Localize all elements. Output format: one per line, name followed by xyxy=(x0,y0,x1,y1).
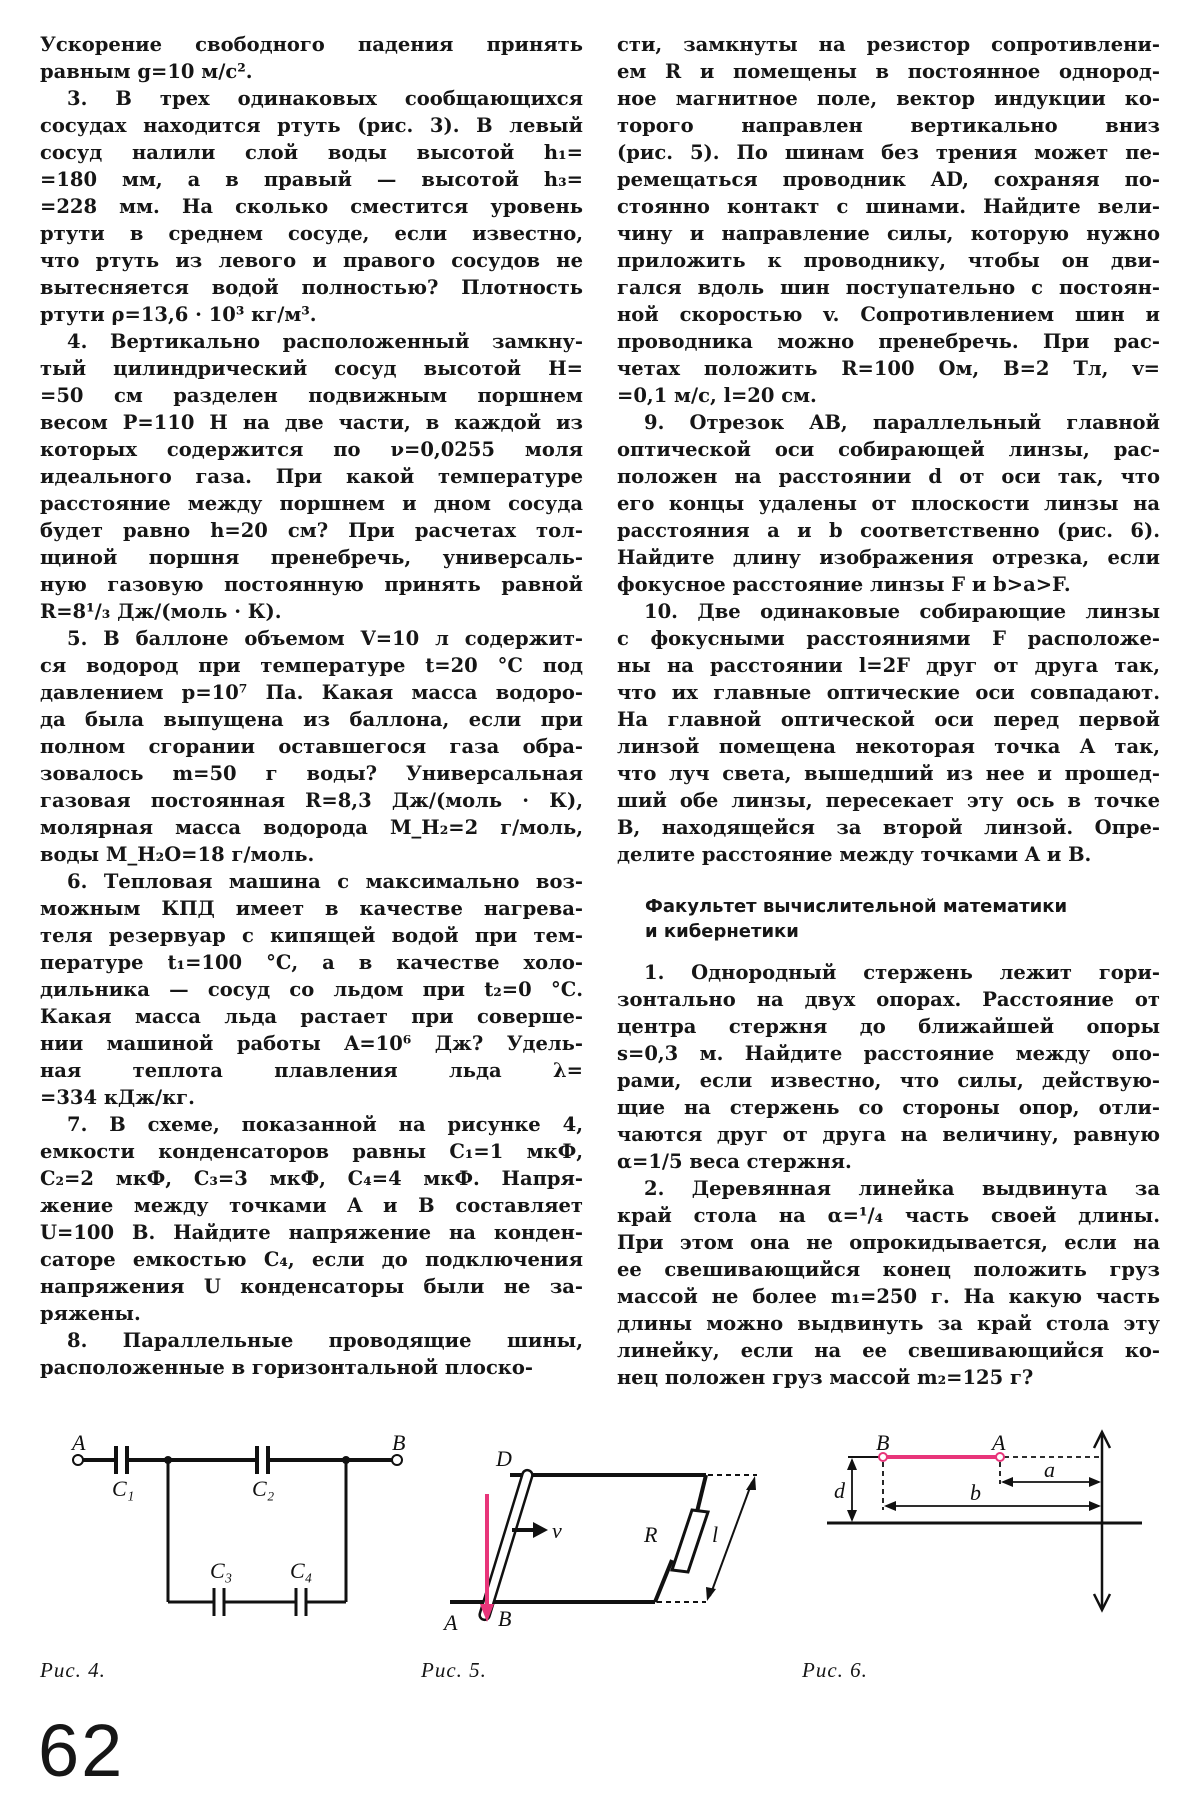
text-line: газовая постоянная R=8,3 Дж/(моль · К), xyxy=(40,789,583,812)
label-r: R xyxy=(644,1522,658,1547)
text-line: фокусное расстояние линзы F и b>a>F. xyxy=(617,573,1071,596)
text-line: рами, если известно, что силы, действую- xyxy=(617,1069,1160,1092)
text-line: четах положить R=100 Ом, B=2 Тл, v= xyxy=(617,357,1160,380)
right-column-top xyxy=(617,31,1160,868)
paragraph xyxy=(617,1175,1160,1391)
text-line: стоянно контакт с шинами. Найдите вели- xyxy=(617,195,1160,218)
text-line: 2. Деревянная линейка выдвинута за xyxy=(644,1177,1160,1200)
text-line: 6. Тепловая машина с максимально воз- xyxy=(67,870,583,893)
figure-5-caption: Рис. 5. xyxy=(421,1658,487,1682)
text-line: зонтально на двух опорах. Расстояние от xyxy=(617,988,1160,1011)
text-line: 5. В баллоне объемом V=10 л содержит- xyxy=(67,627,583,650)
label-b-distance: b xyxy=(970,1480,981,1505)
text-line: нец положен груз массой m₂=125 г? xyxy=(617,1366,1034,1389)
terminal-b xyxy=(392,1455,402,1465)
text-line: ное магнитное поле, вектор индукции ко- xyxy=(617,87,1160,110)
text-line: =0,1 м/с, l=20 см. xyxy=(617,384,817,407)
text-line: будет равно h=20 см? При расчетах тол- xyxy=(40,519,583,542)
paragraph xyxy=(40,1327,583,1381)
paragraph xyxy=(617,409,1160,598)
text-line: При этом она не опрокидывается, если на xyxy=(617,1231,1160,1254)
label-l: l xyxy=(712,1522,719,1547)
text-line: 7. В схеме, показанной на рисунке 4, xyxy=(67,1113,583,1136)
text-line: оптической оси собирающей линзы, рас- xyxy=(617,438,1160,461)
text-line: R=8¹/₃ Дж/(моль · К). xyxy=(40,600,282,623)
text-line: щие на стержень со стороны опор, отли- xyxy=(617,1096,1160,1119)
text-line: s=0,3 м. Найдите расстояние между опо- xyxy=(617,1042,1160,1065)
figure-4-caption: Рис. 4. xyxy=(40,1658,106,1682)
text-line: которых содержится по ν=0,0255 моля xyxy=(40,438,583,461)
text-line: приложить к проводнику, чтобы он дви- xyxy=(617,249,1160,272)
right-column-bottom xyxy=(617,959,1160,1391)
text-line: да была выпущена из баллона, если при xyxy=(40,708,583,731)
paragraph xyxy=(40,868,583,1111)
text-line: ны на расстоянии l=2F друг от друга так, xyxy=(617,654,1160,677)
label-a: A xyxy=(72,1430,86,1455)
text-line: 9. Отрезок AB, параллельный главной xyxy=(644,411,1160,434)
text-line: что их главные оптические оси совпадают. xyxy=(617,681,1160,704)
text-line: проводника можно пренебречь. При рас- xyxy=(617,330,1160,353)
text-line: давлением p=10⁷ Па. Какая масса водоро- xyxy=(40,681,583,704)
terminal-a xyxy=(73,1455,83,1465)
text-line: молярная масса водорода M_H₂=2 г/моль, xyxy=(40,816,583,839)
text-line: ряжены. xyxy=(40,1302,141,1325)
text-line: ной скоростью v. Сопротивлением шин и xyxy=(617,303,1160,326)
text-line: α=1/5 веса стержня. xyxy=(617,1150,852,1173)
text-line: Ускорение свободного падения принять xyxy=(40,33,583,56)
label-d: d xyxy=(834,1478,845,1503)
text-line: 3. В трех одинаковых сообщающихся xyxy=(67,87,583,110)
label-b: B xyxy=(498,1606,512,1631)
text-line: расстояния a и b соответственно (рис. 6). xyxy=(617,519,1160,542)
label-c4: C₄ xyxy=(290,1558,313,1583)
label-c3: C₃ xyxy=(210,1558,233,1583)
text-line: воды M_H₂O=18 г/моль. xyxy=(40,843,315,866)
label-b: B xyxy=(392,1430,406,1455)
text-line: емкости конденсаторов равны C₁=1 мкФ, xyxy=(40,1140,583,1163)
text-line: расположенные в горизонтальной плоско- xyxy=(40,1356,533,1379)
text-line: 8. Параллельные проводящие шины, xyxy=(67,1329,583,1352)
section-heading-line: и кибернетики xyxy=(645,921,799,942)
paragraph xyxy=(617,959,1160,1175)
resistor xyxy=(672,1510,708,1572)
text-line: можным КПД имеет в качестве нагрева- xyxy=(40,897,583,920)
text-line: что ртуть из левого и правого сосудов не xyxy=(40,249,583,272)
text-line: 10. Две одинаковые собирающие линзы xyxy=(644,600,1160,623)
label-a-distance: a xyxy=(1044,1457,1055,1482)
text-line: положен на расстоянии d от оси так, что xyxy=(617,465,1160,488)
left-column xyxy=(40,31,583,1381)
text-line: зовалось m=50 г воды? Универсальная xyxy=(40,762,583,785)
text-line: теля резервуар с кипящей водой при тем- xyxy=(40,924,583,947)
text-line: сосуд налили слой воды высотой h₁= xyxy=(40,141,583,164)
label-d: D xyxy=(496,1446,512,1471)
text-line: вытесняется водой полностью? Плотность xyxy=(40,276,583,299)
text-line: дильника — сосуд со льдом при t₂=0 °С. xyxy=(40,978,583,1001)
figure-6-lens xyxy=(800,1400,1160,1640)
text-line: расстояние между поршнем и дном сосуда xyxy=(40,492,583,515)
text-line: щиной поршня пренебречь, универсаль- xyxy=(40,546,583,569)
text-line: что луч света, вышедший из нее и прошед- xyxy=(617,762,1160,785)
figure-4-circuit xyxy=(0,1400,420,1640)
paragraph xyxy=(40,625,583,868)
text-line: торого направлен вертикально вниз xyxy=(617,114,1160,137)
text-line: ее свешивающийся конец положить груз xyxy=(617,1258,1160,1281)
text-line: гался вдоль шин поступательно с постоян- xyxy=(617,276,1160,299)
section-heading-line: Факультет вычислительной математики xyxy=(645,896,1068,917)
text-line: линейку, если на ее свешивающийся ко- xyxy=(617,1339,1160,1362)
text-line: жение между точками A и B составляет xyxy=(40,1194,583,1217)
label-c1: C₁ xyxy=(112,1476,135,1501)
text-line: линзой помещена некоторая точка A так, xyxy=(617,735,1160,758)
text-line: с фокусными расстояниями F расположе- xyxy=(617,627,1160,650)
paragraph xyxy=(617,31,1160,409)
text-line: тый цилиндрический сосуд высотой H= xyxy=(40,357,583,380)
text-line: На главной оптической оси перед первой xyxy=(617,708,1160,731)
text-line: чаются друг от друга на величину, равную xyxy=(617,1123,1160,1146)
paragraph xyxy=(40,31,583,85)
section-heading xyxy=(645,894,1165,944)
text-line: край стола на α=¹/₄ часть своей длины. xyxy=(617,1204,1160,1227)
text-line: саторе емкостью C₄, если до подключения xyxy=(40,1248,583,1271)
text-line: ремещаться проводник AD, сохраняя по- xyxy=(617,168,1160,191)
label-a: A xyxy=(992,1430,1006,1455)
label-c2: C₂ xyxy=(252,1476,275,1501)
text-line: =228 мм. На сколько сместится уровень xyxy=(40,195,583,218)
text-line: =334 кДж/кг. xyxy=(40,1086,195,1109)
text-line: его концы удалены от плоскости линзы на xyxy=(617,492,1160,515)
text-line: нии машиной работы A=10⁶ Дж? Удель- xyxy=(40,1032,583,1055)
text-line: весом P=110 Н на две части, в каждой из xyxy=(40,411,583,434)
text-line: Какая масса льда растает при соверше- xyxy=(40,1005,583,1028)
text-line: центра стержня до ближайшей опоры xyxy=(617,1015,1160,1038)
text-line: идеального газа. При какой температуре xyxy=(40,465,583,488)
text-line: ем R и помещены в постоянное однород- xyxy=(617,60,1160,83)
text-line: =50 см разделен подвижным поршнем xyxy=(40,384,583,407)
paragraph xyxy=(40,85,583,328)
text-line: ртути ρ=13,6 · 10³ кг/м³. xyxy=(40,303,317,326)
text-line: равным g=10 м/с². xyxy=(40,60,253,83)
text-line: 4. Вертикально расположенный замкну- xyxy=(67,330,583,353)
text-line: 1. Однородный стержень лежит гори- xyxy=(644,961,1160,984)
junction-dot xyxy=(342,1456,350,1464)
text-line: B, находящейся за второй линзой. Опре- xyxy=(617,816,1160,839)
text-line: длины можно выдвинуть за край стола эту xyxy=(617,1312,1160,1335)
page-number: 62 xyxy=(38,1709,125,1792)
junction-dot xyxy=(164,1456,172,1464)
text-line: пературе t₁=100 °С, а в качестве холо- xyxy=(40,951,583,974)
text-line: делите расстояние между точками A и B. xyxy=(617,843,1092,866)
label-b: B xyxy=(876,1430,890,1455)
text-line: Найдите длину изображения отрезка, если xyxy=(617,546,1160,569)
text-line: (рис. 5). По шинам без трения может пе- xyxy=(617,141,1160,164)
text-line: ртути в среднем сосуде, если известно, xyxy=(40,222,583,245)
text-line: ную газовую постоянную принять равной xyxy=(40,573,583,596)
label-v: v xyxy=(552,1518,562,1543)
text-line: ная теплота плавления льда λ= xyxy=(40,1059,583,1082)
text-line: напряжения U конденсаторы были не за- xyxy=(40,1275,583,1298)
text-line: сосудах находится ртуть (рис. 3). В левый xyxy=(40,114,583,137)
paragraph xyxy=(40,1111,583,1327)
text-line: массой не более m₁=250 г. На какую часть xyxy=(617,1285,1160,1308)
text-line: сти, замкнуты на резистор сопротивлени- xyxy=(617,33,1160,56)
text-line: U=100 В. Найдите напряжение на конден- xyxy=(40,1221,583,1244)
paragraph xyxy=(617,598,1160,868)
figure-6-caption: Рис. 6. xyxy=(802,1658,868,1682)
text-line: чину и направление силы, которую нужно xyxy=(617,222,1160,245)
text-line: =180 мм, а в правый — высотой h₃= xyxy=(40,168,583,191)
paragraph xyxy=(40,328,583,625)
text-line: полном сгорании оставшегося газа обра- xyxy=(40,735,583,758)
text-line: ся водород при температуре t=20 °С под xyxy=(40,654,583,677)
figure-5-rails xyxy=(420,1400,780,1640)
text-line: C₂=2 мкФ, C₃=3 мкФ, C₄=4 мкФ. Напря- xyxy=(40,1167,583,1190)
text-line: ший обе линзы, пересекает эту ось в точке xyxy=(617,789,1160,812)
label-a: A xyxy=(444,1610,458,1635)
